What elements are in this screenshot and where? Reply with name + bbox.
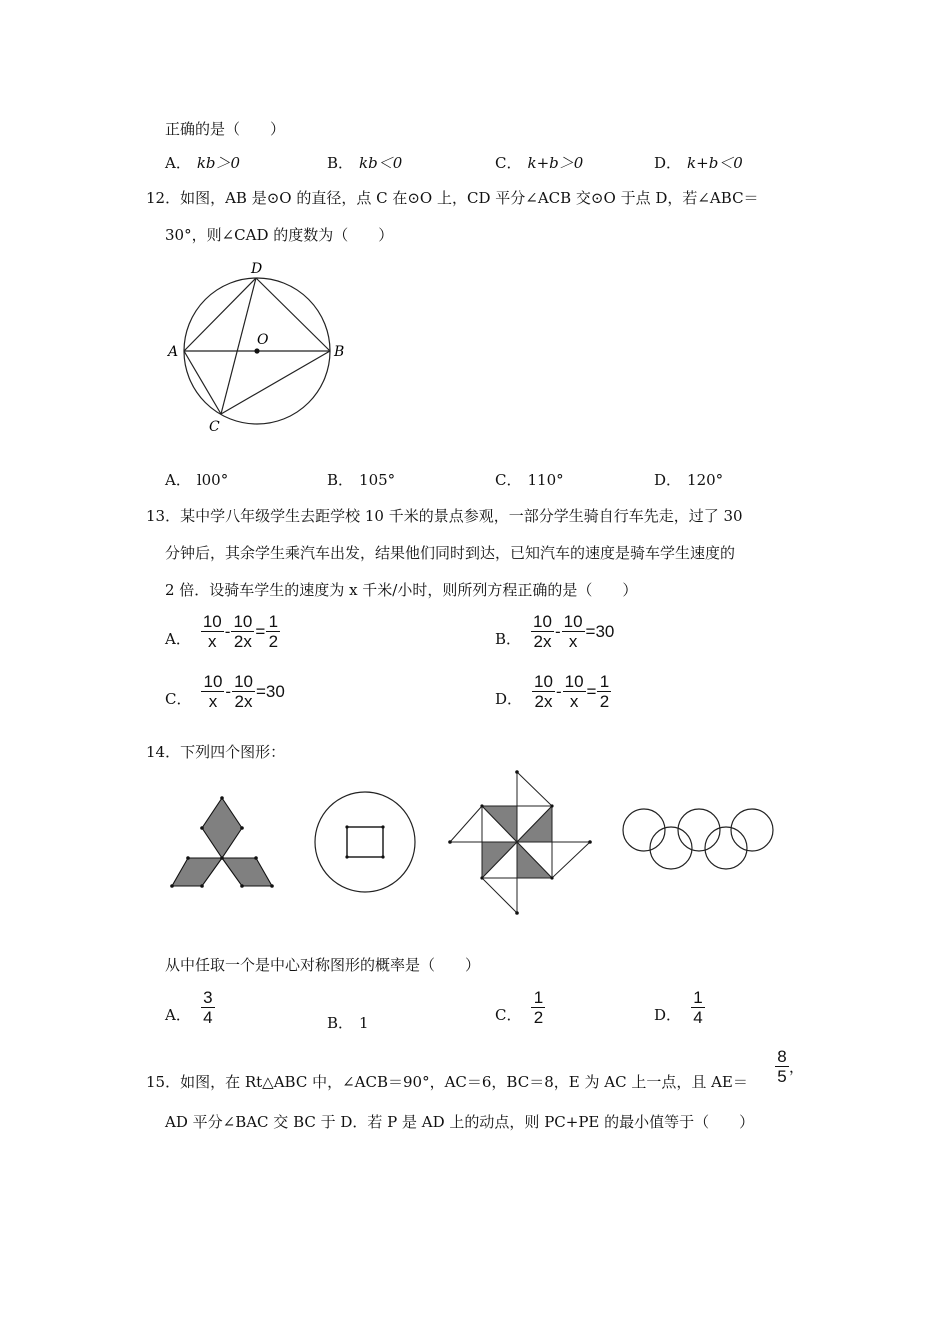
q14-pinwheel-shade-3	[517, 842, 552, 878]
q13-c-frac2-den: 2x	[234, 692, 253, 711]
q11-option-b-label: B．	[327, 154, 354, 172]
q13-d-frac1-den: 2x	[534, 692, 553, 711]
q13-option-a-equation	[201, 612, 280, 651]
q11-option-c-text: k+b＞0	[527, 154, 584, 172]
q12-option-c	[495, 470, 564, 490]
q12-option-a-label: A．	[165, 471, 191, 489]
q14-ring-1	[623, 809, 665, 851]
q12-label-b: B	[334, 344, 345, 360]
q14-option-c-frac	[531, 988, 545, 1027]
q13-a-frac3-num: 1	[268, 612, 279, 631]
q13-b-frac1-den: 2x	[533, 632, 552, 651]
q13-b-minus: -	[554, 621, 561, 641]
q13-b-frac1	[531, 612, 554, 651]
q13-c-frac1-den: x	[208, 692, 218, 711]
q13-d-equals: =	[586, 681, 597, 701]
q15-frac-den: 5	[777, 1067, 787, 1086]
q11-option-b-text: kb＜0	[359, 154, 403, 172]
q12-text-line1: 12．如图，AB 是⊙O 的直径，点 C 在⊙O 上，CD 平分∠ACB 交⊙O 于点 D，若∠ABC＝	[146, 189, 759, 207]
q11-tail-text: 正确的是（ ）	[165, 120, 286, 138]
q11-option-c	[495, 153, 583, 173]
q13-c-minus: -	[225, 681, 232, 701]
q13-option-d-equation	[532, 672, 611, 711]
q12-option-b-label: B．	[327, 471, 354, 489]
q13-option-a	[165, 612, 280, 651]
q13-d-frac3	[597, 672, 611, 711]
q14-pinwheel-shade-2	[517, 806, 552, 842]
q13-a-frac2-den: 2x	[233, 632, 252, 651]
q12-option-a	[165, 470, 228, 490]
q15-frac-num: 8	[777, 1047, 787, 1066]
q14-rhombus-left	[172, 858, 222, 886]
q14-option-d	[654, 988, 705, 1027]
q14-outer-circle	[315, 792, 415, 892]
q12-option-a-text: l00°	[196, 471, 229, 489]
q14-option-a-num: 3	[203, 988, 213, 1007]
q11-option-a-text: kb＞0	[196, 154, 241, 172]
q13-option-c-label: C．	[165, 690, 192, 708]
q12-label-c: C	[209, 419, 220, 435]
q12-segment-cd	[221, 278, 256, 414]
q15-fraction-ae	[775, 1047, 804, 1086]
q14-option-c-label: C．	[495, 1006, 522, 1024]
q13-option-c	[165, 672, 286, 711]
q12-circle-figure	[160, 255, 360, 440]
q13-c-frac1-num: 10	[203, 672, 223, 691]
q13-a-frac1-num: 10	[202, 612, 222, 631]
q13-d-frac2	[563, 672, 586, 711]
q11-option-a	[165, 153, 240, 173]
q13-option-d	[495, 672, 611, 711]
q13-b-equals: =30	[585, 621, 615, 641]
q14-option-a	[165, 988, 215, 1027]
q13-b-frac2-den: x	[568, 632, 578, 651]
q12-option-b-text: 105°	[359, 471, 396, 489]
q13-b-frac2-num: 10	[563, 612, 583, 631]
q13-d-frac1-num: 10	[534, 672, 553, 691]
q11-option-c-label: C．	[495, 154, 522, 172]
q13-option-c-equation	[201, 672, 285, 711]
q14-text-line2: 从中任取一个是中心对称图形的概率是（ ）	[165, 956, 481, 974]
q14-ring-2	[678, 809, 720, 851]
q14-figure-circle-square	[315, 792, 415, 892]
q14-ring-4	[650, 827, 692, 869]
q13-text-line3: 2 倍．设骑车学生的速度为 x 千米/小时，则所列方程正确的是（ ）	[165, 581, 638, 599]
q13-d-frac2-num: 10	[564, 672, 584, 691]
q14-option-a-den: 4	[203, 1008, 213, 1027]
q12-segment-ad	[184, 278, 256, 351]
q12-option-d-text: 120°	[687, 471, 724, 489]
q12-option-b	[327, 470, 395, 490]
q13-d-frac2-den: x	[569, 692, 579, 711]
q12-segment-cb	[221, 351, 330, 414]
q11-option-d-text: k+b＜0	[687, 154, 743, 172]
q13-c-frac2	[232, 672, 255, 711]
q14-option-d-num: 1	[693, 988, 703, 1007]
q14-option-d-label: D．	[654, 1006, 682, 1024]
q14-option-b-label: B．	[327, 1014, 354, 1032]
q12-option-c-label: C．	[495, 471, 522, 489]
q13-a-frac1-den: x	[208, 632, 217, 651]
q15-comma: ，	[789, 1058, 805, 1076]
q14-option-d-frac	[691, 988, 705, 1027]
q13-a-frac3-den: 2	[268, 632, 279, 651]
q14-pinwheel-shade-4	[482, 842, 517, 878]
q13-c-equals: =30	[256, 681, 285, 701]
q14-pinwheel-shade-1	[482, 806, 517, 842]
q11-option-d	[654, 153, 743, 173]
q13-option-b-label: B．	[495, 630, 522, 648]
q14-rhombus-top	[202, 798, 242, 858]
q13-text-line1: 13．某中学八年级学生去距学校 10 千米的景点参观，一部分学生骑自行车先走，过了 30	[146, 507, 743, 525]
q12-option-c-text: 110°	[527, 471, 564, 489]
q13-option-b-equation	[531, 612, 615, 651]
q14-option-a-frac	[201, 988, 215, 1027]
q12-option-d-label: D．	[654, 471, 682, 489]
q12-option-d	[654, 470, 723, 490]
q14-figures	[160, 760, 790, 925]
q13-a-frac1	[201, 612, 224, 651]
q14-option-c-num: 1	[533, 988, 544, 1007]
q14-figure-three-rhombi	[170, 796, 274, 888]
q13-option-d-label: D．	[495, 690, 523, 708]
q15-text-line1: 15．如图，在 Rt△ABC 中，∠ACB＝90°，AC＝6，BC＝8，E 为 AC 上一点，且 AE＝	[146, 1073, 748, 1091]
q13-a-frac2	[231, 612, 254, 651]
q13-d-frac1	[532, 672, 555, 711]
q11-option-a-label: A．	[165, 154, 191, 172]
q13-a-frac2-num: 10	[233, 612, 253, 631]
q14-inner-square	[347, 827, 383, 857]
q13-d-frac3-den: 2	[599, 692, 610, 711]
q13-c-frac2-num: 10	[234, 672, 253, 691]
q15-text-line2: AD 平分∠BAC 交 BC 于 D．若 P 是 AD 上的动点，则 PC+PE 的最小值等于（ ）	[165, 1113, 755, 1131]
q13-text-line2: 分钟后，其余学生乘汽车出发，结果他们同时到达，已知汽车的速度是骑车学生速度的	[165, 544, 736, 562]
q13-option-a-label: A．	[165, 630, 191, 648]
q14-option-b-text: 1	[359, 1014, 369, 1032]
q13-option-b	[495, 612, 615, 651]
q14-text-line1: 14．下列四个图形：	[146, 743, 286, 761]
q14-option-b	[327, 1013, 369, 1033]
q11-option-b	[327, 153, 402, 173]
q13-c-frac1	[201, 672, 224, 711]
q12-center-point	[254, 348, 259, 353]
q13-b-frac2	[562, 612, 585, 651]
q14-option-c-den: 2	[533, 1008, 544, 1027]
q12-label-a: A	[168, 344, 179, 360]
q13-d-minus: -	[555, 681, 562, 701]
q11-option-d-label: D．	[654, 154, 682, 172]
q14-figure-pinwheel	[448, 770, 592, 915]
q14-figure-five-rings	[623, 809, 773, 869]
q12-label-o: O	[257, 332, 269, 348]
q15-frac	[775, 1047, 789, 1086]
q13-d-frac3-num: 1	[599, 672, 610, 691]
q12-text-line2: 30°，则∠CAD 的度数为（ ）	[165, 226, 394, 244]
q14-option-c	[495, 988, 545, 1027]
q13-a-equals: =	[255, 621, 266, 641]
q13-a-frac3	[266, 612, 280, 651]
q13-b-frac1-num: 10	[533, 612, 552, 631]
q12-label-d: D	[251, 261, 263, 277]
q13-a-minus: -	[224, 621, 231, 641]
q14-option-d-den: 4	[693, 1008, 703, 1027]
q14-rhombus-right	[222, 858, 272, 886]
q14-option-a-label: A．	[165, 1006, 191, 1024]
q12-segment-ac	[184, 351, 221, 414]
